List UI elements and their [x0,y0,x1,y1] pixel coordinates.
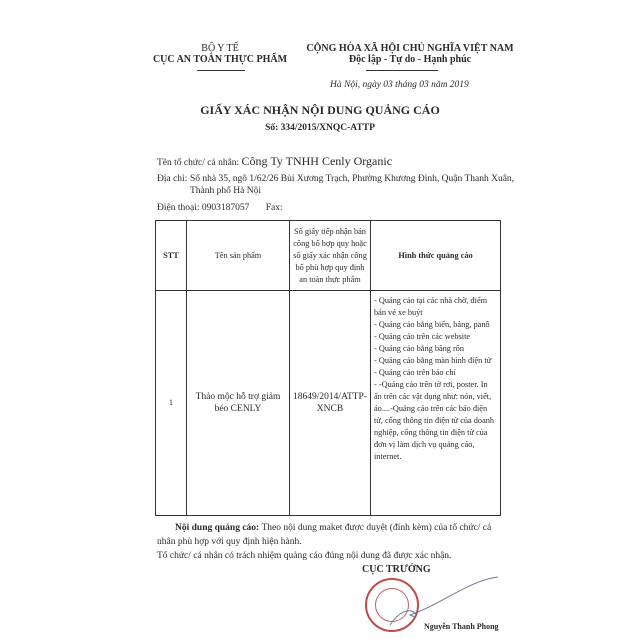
column-header: Số giấy tiếp nhận bản công bố hợp quy hoặc số giấy xác nhận công bố phù hợp quy định an toàn thực phẩm [290,221,371,291]
org-line [157,155,392,169]
row-product: Thảo mộc hỗ trợ giảm béo CENLY [187,291,290,516]
motto: Độc lập - Tự do - Hạnh phúc [348,54,472,65]
table-row [156,291,501,516]
issuing-agency [150,43,290,65]
document-title: GIẤY XÁC NHẬN NỘI DUNG QUẢNG CÁO [200,103,440,117]
table-header-row [156,221,501,291]
address-label: Địa chỉ: [157,174,188,184]
org-value: Công Ty TNHH Cenly Organic [241,154,393,168]
product-table [155,220,501,516]
org-label: Tên tổ chức/ cá nhân: [157,158,240,168]
row-ad-forms: - Quảng cáo tại các nhà chờ, điểm bán vé xe buýt - Quảng cáo bằng biển, bảng, panô - Quảng cáo trên các website - Quảng cáo bằng băng rôn - Quảng cáo bằng màn hình điện tử - Quảng cáo trên báo chí - -Quảng cáo trên tờ rơi, poster. In ấn trên các vật dụng như: nón, viết, áo....-Quảng cáo trên các báo điện tử, cổng thông tin điện tử của doanh nghiệp, cổng thông tin điện tử của đơn vị làm dịch vụ quảng cáo, internet. [371,291,501,516]
phone-value: 0903187057 [201,203,250,213]
row-cert-number: 18649/2014/ATTP-XNCB [290,291,371,516]
content-label: Nội dung quảng cáo: [175,523,260,533]
phone-label: Điện thoại: [157,203,200,213]
issue-date: Hà Nội, ngày 03 tháng 03 năm 2019 [330,80,469,90]
divider [366,70,438,71]
national-header [290,43,530,65]
signer-title: CỤC TRƯỞNG [362,564,431,575]
address-value [190,173,520,197]
signer-name: Nguyễn Thanh Phong [424,622,499,631]
fax-label: Fax: [265,203,283,213]
column-header: STT [156,221,187,291]
content-text: Theo nội dung maket được duyệt (đính kèm) của tổ chức/ cá nhân phù hợp với quy định hiện hành. [157,523,492,547]
column-header: Tên sản phẩm [187,221,290,291]
agency-name: CỤC AN TOÀN THỰC PHẨM [152,54,288,65]
content-paragraph [157,521,507,549]
column-header: Hình thức quảng cáo [371,221,501,291]
phone-line [157,202,283,214]
responsibility-text: Tổ chức/ cá nhân có trách nhiệm quảng cáo đúng nội dung đã được xác nhận. [157,551,452,561]
ministry-name: BỘ Y TẾ [201,43,239,54]
divider [197,70,245,71]
address-line: Thành phố Hà Nội [190,186,261,196]
document-number: Số: 334/2015/XNQC-ATTP [265,123,375,133]
row-stt: 1 [156,291,187,516]
country-name: CỘNG HÒA XÃ HỘI CHỦ NGHĨA VIỆT NAM [306,43,514,54]
address-line: Số nhà 35, ngõ 1/62/26 Bùi Xương Trạch, Phường Khương Đình, Quận Thanh Xuân, [190,174,515,184]
